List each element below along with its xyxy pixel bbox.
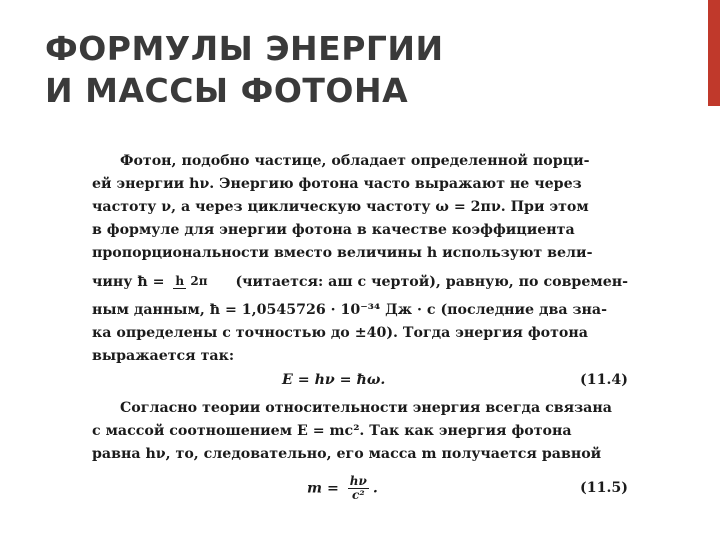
text-line: частоту ν, а через циклическую частоту ω = 2πν. При этом [92,199,589,215]
text-line: с массой соотношением E = mc². Так как энергия фотона [92,423,572,439]
text-line: чину ħ = h 2π (читается: аш с чертой), равную, по современ- [92,274,628,290]
slide-title [45,28,444,112]
text-line: ным данным, ħ = 1,0545726 · 10⁻³⁴ Дж · с (последние два зна- [92,302,607,318]
h-bar-fraction: h 2π [175,274,208,288]
title-line-2: И МАССЫ ФОТОНА [45,71,409,110]
text-line: ей энергии hν. Энергию фотона часто выражают не через [92,176,582,192]
text-line: Фотон, подобно частице, обладает определенной порци- [120,153,590,169]
equation-11-4: E = hν = ħω. (11.4) [282,371,628,388]
text-line: выражается так: [92,348,235,364]
text-line: Согласно теории относительности энергия всегда связана [120,400,612,416]
text-line: равна hν, то, следовательно, его масса m получается равной [92,446,602,462]
text-line: в формуле для энергии фотона в качестве коэффициента [92,222,575,238]
mass-fraction: $\frac{h\nu}{\text{c²}}$ [349,473,367,502]
text-line: пропорциональности вместо величины h используют вели- [92,245,593,261]
text-line: ка определены с точностью до ±40). Тогда энергия фотона [92,325,588,341]
equation-11-5: m = $\frac{h\nu}{\text{c²}}$ . (11.5) [307,473,628,502]
scanned-text-block [92,150,628,510]
accent-bar [708,0,720,106]
title-line-1: ФОРМУЛЫ ЭНЕРГИИ [45,29,444,68]
